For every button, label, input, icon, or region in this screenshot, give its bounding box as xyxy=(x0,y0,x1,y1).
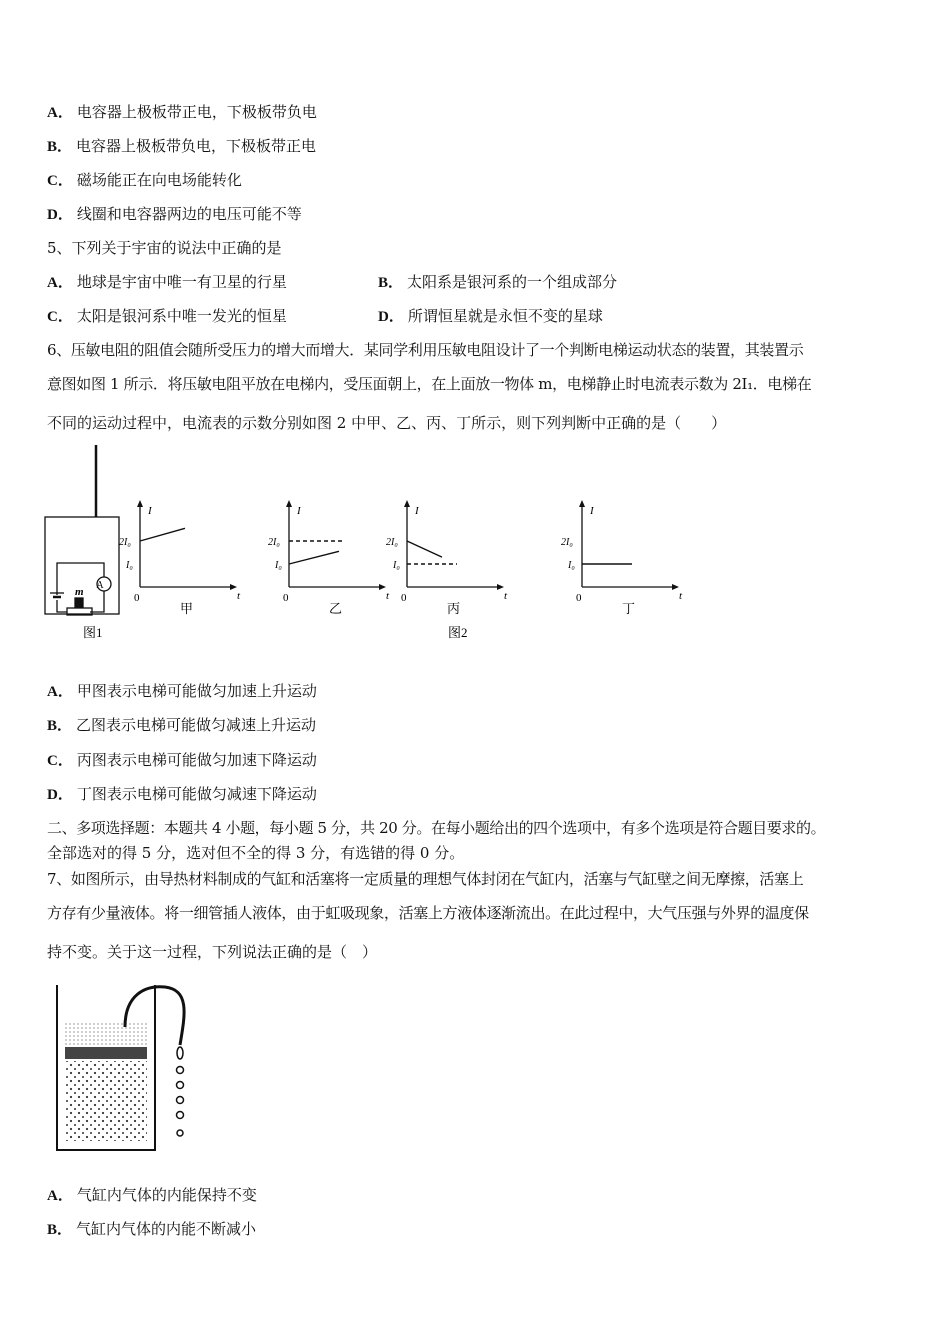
option-text: 电容器上极板带正电，下极板带负电 xyxy=(76,103,317,121)
y-axis-label: I xyxy=(297,505,301,517)
option-key: C． xyxy=(47,173,73,189)
q7-stem-line: 持不变。关于这一过程，下列说法正确的是（ ） xyxy=(47,943,378,961)
x-arrow-icon xyxy=(379,584,386,590)
option-key: B． xyxy=(47,139,73,155)
q5-stem: 5、下列关于宇宙的说法中正确的是 xyxy=(47,239,282,257)
option-text: 太阳是银河系中唯一发光的恒星 xyxy=(76,307,287,325)
option-text: 甲图表示电梯可能做匀加速上升运动 xyxy=(76,682,317,700)
q4-option-b xyxy=(47,136,316,157)
option-key: D． xyxy=(47,787,73,803)
x-axis-label: t xyxy=(679,590,683,602)
q6-option-b xyxy=(47,715,316,736)
tick-label-2I0: 2I₀ xyxy=(268,537,280,548)
option-key: B． xyxy=(47,718,73,734)
x-axis-label: t xyxy=(504,590,508,602)
q6-option-a xyxy=(47,681,317,702)
current-line xyxy=(289,551,339,564)
graph-label: 丁 xyxy=(622,601,636,616)
x-arrow-icon xyxy=(230,584,237,590)
tick-label-2I0: 2I₀ xyxy=(386,537,398,548)
tick-label-2I0: 2I₀ xyxy=(561,537,573,548)
q7-stem-line: 方存有少量液体。将一细管插人液体，由于虹吸现象，活塞上方液体逐渐流出。在此过程中，大气压强与外界的温度保 xyxy=(47,904,809,922)
current-line xyxy=(140,528,185,541)
option-text: 丙图表示电梯可能做匀加速下降运动 xyxy=(76,751,317,769)
q5-option-d xyxy=(378,306,603,327)
q7-option-a xyxy=(47,1185,257,1206)
graph-label: 甲 xyxy=(180,601,194,616)
option-text: 气缸内气体的内能不断减小 xyxy=(76,1220,257,1238)
x-axis-label: t xyxy=(386,590,390,602)
origin-label: 0 xyxy=(134,592,140,604)
option-key: C． xyxy=(47,309,73,325)
option-text: 地球是宇宙中唯一有卫星的行星 xyxy=(76,273,287,291)
ammeter-label: A xyxy=(96,580,104,591)
option-text: 线圈和电容器两边的电压可能不等 xyxy=(76,205,302,223)
q5-option-a xyxy=(47,272,287,293)
q6-option-d xyxy=(47,784,317,805)
droplets xyxy=(177,1047,184,1136)
tick-label-I0: I₀ xyxy=(275,560,282,571)
figure1-label: 图1 xyxy=(83,625,103,640)
option-text: 太阳系是银河系的一个组成部分 xyxy=(407,273,618,291)
q7-stem-line: 7、如图所示，由导热材料制成的气缸和活塞将一定质量的理想气体封闭在气缸内，活塞与气缸壁之间无摩擦，活塞上 xyxy=(47,870,804,888)
y-arrow-icon xyxy=(137,500,143,507)
origin-label: 0 xyxy=(576,592,582,604)
figure2-label: 图2 xyxy=(448,625,468,640)
q4-option-a xyxy=(47,102,317,123)
y-axis-label: I xyxy=(590,505,594,517)
option-key: B． xyxy=(47,1222,73,1238)
current-line xyxy=(407,541,442,557)
y-arrow-icon xyxy=(286,500,292,507)
option-text: 乙图表示电梯可能做匀减速上升运动 xyxy=(76,716,317,734)
liquid-layer xyxy=(65,1023,147,1045)
tick-label-I0: I₀ xyxy=(393,560,400,571)
x-arrow-icon xyxy=(497,584,504,590)
y-axis-label: I xyxy=(148,505,152,517)
option-text: 丁图表示电梯可能做匀减速下降运动 xyxy=(76,785,317,803)
x-axis-label: t xyxy=(237,590,241,602)
option-key: B． xyxy=(378,275,404,291)
section2-heading: 二、多项选择题：本题共 4 小题，每小题 5 分，共 20 分。在每小题给出的四个选项中，有多个选项是符合题目要求的。 xyxy=(47,819,826,837)
origin-label: 0 xyxy=(401,592,407,604)
graph-label: 乙 xyxy=(329,601,343,616)
option-key: A． xyxy=(47,105,73,121)
section2-note: 全部选对的得 5 分，选对但不全的得 3 分，有选错的得 0 分。 xyxy=(47,844,465,862)
q6-stem-line: 意图如图 1 所示．将压敏电阻平放在电梯内，受压面朝上，在上面放一物体 m，电梯静止时电流表示数为 2I₁．电梯在 xyxy=(47,375,812,393)
option-text: 电容器上极板带负电，下极板带正电 xyxy=(76,137,317,155)
q4-option-c xyxy=(47,170,242,191)
x-arrow-icon xyxy=(672,584,679,590)
q6-stem-line: 不同的运动过程中，电流表的示数分别如图 2 中甲、乙、丙、丁所示，则下列判断中正确的是（ ） xyxy=(47,414,727,432)
graph-label: 丙 xyxy=(447,601,461,616)
option-text: 磁场能正在向电场能转化 xyxy=(76,171,242,189)
q4-option-d xyxy=(47,204,302,225)
piston xyxy=(65,1047,147,1059)
mass-block xyxy=(75,598,83,607)
option-key: C． xyxy=(47,753,73,769)
option-key: A． xyxy=(47,684,73,700)
q5-option-c xyxy=(47,306,287,327)
option-text: 所谓恒星就是永恒不变的星球 xyxy=(407,307,603,325)
origin-label: 0 xyxy=(283,592,289,604)
option-key: A． xyxy=(47,275,73,291)
tick-label-I0: I₀ xyxy=(568,560,575,571)
option-key: D． xyxy=(47,207,73,223)
tick-label-I0: I₀ xyxy=(126,560,133,571)
q6-figure xyxy=(40,440,740,650)
tick-label-2I0: 2I₀ xyxy=(119,537,131,548)
y-arrow-icon xyxy=(404,500,410,507)
option-key: D． xyxy=(378,309,404,325)
option-key: A． xyxy=(47,1188,73,1204)
q6-option-c xyxy=(47,750,317,771)
y-axis-label: I xyxy=(415,505,419,517)
q7-cylinder-figure xyxy=(45,975,205,1155)
mass-label: m xyxy=(75,586,84,598)
option-text: 气缸内气体的内能保持不变 xyxy=(76,1186,257,1204)
y-arrow-icon xyxy=(579,500,585,507)
q7-option-b xyxy=(47,1219,256,1240)
gas xyxy=(65,1061,147,1141)
q6-stem-line: 6、压敏电阻的阻值会随所受压力的增大而增大．某同学利用压敏电阻设计了一个判断电梯运动状态的装置，其装置示 xyxy=(47,341,804,359)
q5-option-b xyxy=(378,272,617,293)
